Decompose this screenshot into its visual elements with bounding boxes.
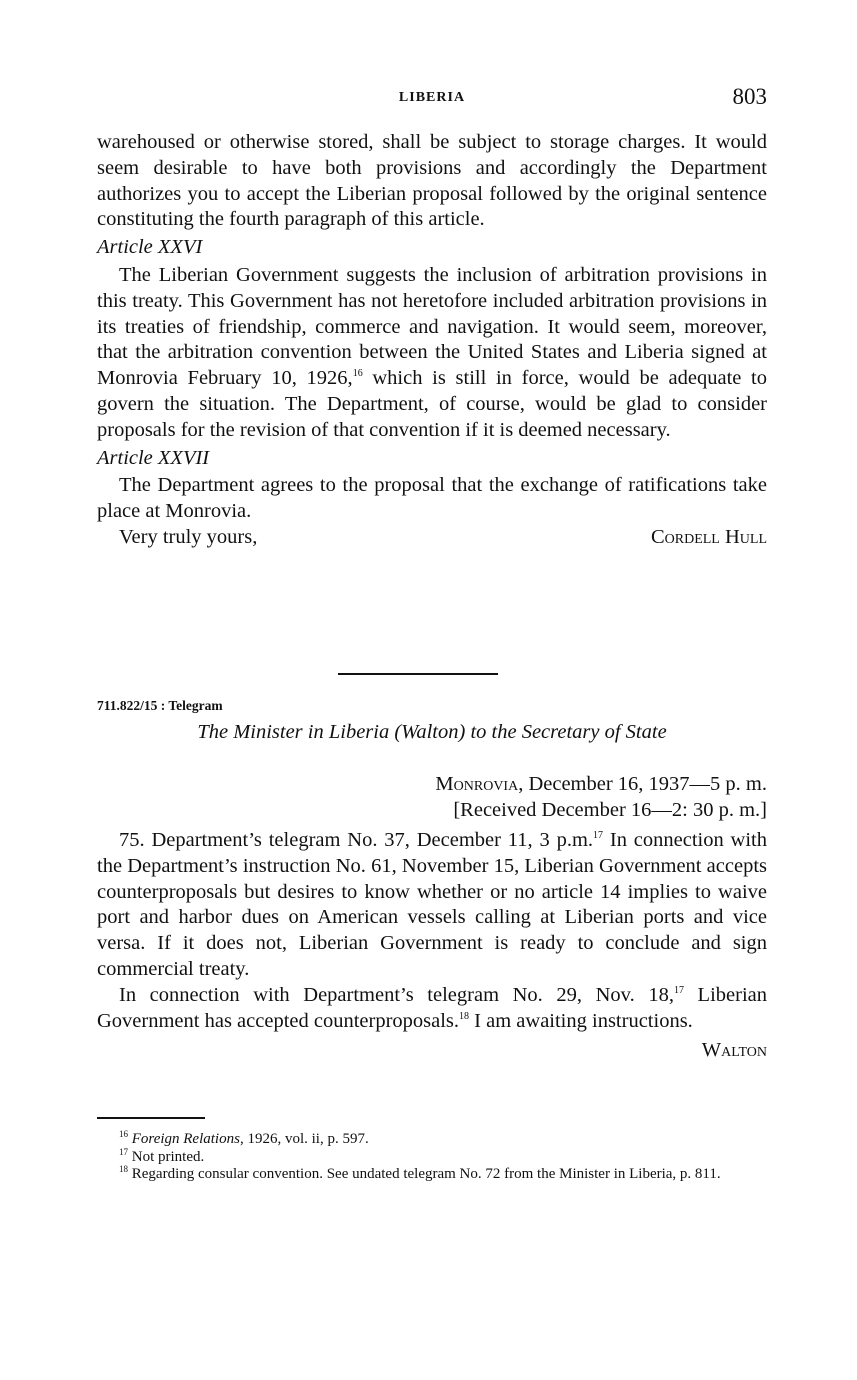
telegram-title: The Minister in Liberia (Walton) to the Secretary of State [197,721,667,743]
telegram-p2-text-c: I am awaiting instructions. [469,1009,693,1032]
footnote-17-number: 17 [119,1146,128,1157]
dateline-sent [435,772,767,798]
article-xxvi-heading: Article XXVI [97,236,203,259]
document-id: 711.822/15 : Telegram [97,698,223,713]
telegram-signature: Walton [701,1039,767,1062]
footnote-16-text: , 1926, vol. ii, p. 597. [239,1131,369,1147]
footnote-ref-18: 18 [459,1010,470,1022]
page-number: 803 [732,84,767,109]
footnote-18-text: Regarding consular convention. See undated telegram No. 72 from the Minister in Liberia, p. 811. [131,1166,721,1182]
telegram-paragraph-2 [97,983,767,1035]
article-xxvi-text-b: which is still in force, would be adequate to govern the situation. The Department, of course, would be glad to consider proposals for the revision of that convention if it is deemed necessary. [97,367,767,441]
telegram-p2-text-a: In connection with Department’s telegram No. 29, Nov. 18, [119,983,674,1006]
footnote-ref-16: 16 [352,368,363,380]
footnote-ref-17b: 17 [673,984,684,996]
running-header [97,84,767,110]
footnote-16 [97,1131,767,1149]
dateline-place: Monrovia [435,773,519,795]
footnote-ref-17: 17 [593,830,604,842]
footnote-17-text: Not printed. [131,1148,205,1165]
article-xxvii-paragraph: The Department agrees to the proposal that the exchange of ratifications take place at Monrovia. [97,474,767,523]
footnote-18 [97,1166,767,1184]
article-xxvi-text-a: The Liberian Government suggests the inclusion of arbitration provisions in this treaty. This Government has not heretofore included arbitration provisions in its treaties of friendship, commerce and navigation. It would seem, moreover, that the arbitration convention between the United States and Liberia signed at Monrovia February 10, 1926, [97,263,767,390]
closing-salutation: Very truly yours, [119,525,258,548]
telegram-p1-text-a: 75. Department’s telegram No. 37, December 11, 3 p.m. [119,829,594,851]
letter-signature: Cordell Hull [650,525,767,548]
letter-closing [97,525,767,551]
running-title: LIBERIA [398,90,466,105]
footnote-18-number: 18 [119,1164,128,1174]
telegram-body [97,828,767,1064]
article-xxvii-heading: Article XXVII [97,446,210,469]
section-divider [338,673,498,675]
footnotes [97,1131,767,1184]
telegram-p2-text-b: Liberian Government has accepted counterproposals. [97,983,767,1032]
telegram-paragraph-1 [97,828,767,983]
letter-body [97,130,767,551]
footnote-16-italic: Foreign Relations [131,1131,240,1147]
continuation-paragraph: warehoused or otherwise stored, shall be subject to storage charges. It would seem desirable to have both provisions and accordingly the Department authorizes you to accept the Liberian proposal followed by the original sentence constituting the fourth paragraph of this article. [97,131,767,231]
dateline-received: [Received December 16—2: 30 p. m.] [453,798,767,821]
telegram-p1-text-b: In connection with the Department’s instruction No. 61, November 15, Liberian Government accepts counterproposals but desires to know whether or no article 14 implies to waive port and harbor dues on American vessels calling at Liberian ports and vice versa. If it does not, Liberian Government is ready to conclude and sign commercial treaty. [97,829,767,980]
article-xxvi-paragraph [97,263,767,444]
footnote-17 [97,1146,767,1167]
footnote-rule [97,1117,205,1119]
dateline-date: , December 16, 1937—5 p. m. [518,773,767,795]
footnote-16-number: 16 [119,1129,128,1139]
telegram-dateline [435,772,767,824]
